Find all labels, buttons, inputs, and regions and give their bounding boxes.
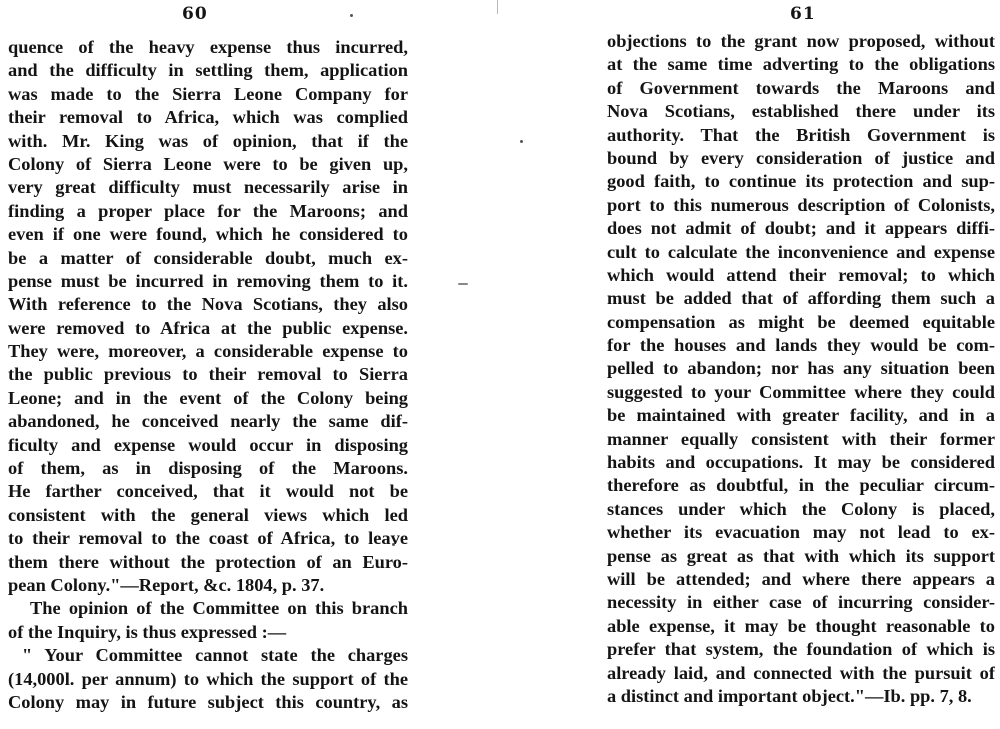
text-line: will be attended; and where there appears a [607,568,995,589]
text-line: consistent with the general views which led [8,504,408,525]
text-line: be a matter of considerable doubt, much ex- [8,247,408,268]
text-line: They were, moreover, a considerable expense to [8,341,408,362]
text-line: were removed to Africa at the public expense. [8,317,408,338]
text-line: stances under which the Colony is placed, [607,498,995,519]
text-line: good faith, to continue its protection and sup- [607,171,995,192]
text-line: abandoned, he conceived nearly the same dif- [8,411,408,432]
text-line: whether its evacuation may not lead to ex- [607,522,995,543]
text-line: With reference to the Nova Scotians, they also [8,294,408,315]
text-line: their removal to Africa, which was complied [8,107,408,128]
left-page-body [8,36,408,714]
text-line: able expense, it may be thought reasonable to [607,615,995,636]
text-line: at the same time adverting to the obligations [607,54,995,75]
text-line: Nova Scotians, established there under its [607,101,995,122]
right-page-body [607,30,995,708]
text-line: already laid, and connected with the pursuit of [607,662,995,683]
text-line: Leone; and in the event of the Colony being [8,387,408,408]
text-line: ficulty and expense would occur in disposing [8,434,408,455]
text-line: was made to the Sierra Leone Company for [8,83,408,104]
text-line: cult to calculate the inconvenience and expense [607,241,995,262]
text-line: be maintained with greater facility, and in a [607,405,995,426]
text-line: therefore as doubtful, in the peculiar circum- [607,475,995,496]
text-line: suggested to your Committee where they could [607,381,995,402]
text-line: prefer that system, the foundation of which is [607,639,995,660]
text-line: which would attend their removal; to which [607,264,995,285]
text-line: of the Inquiry, is thus expressed :— [8,621,287,642]
text-line: The opinion of the Committee on this branch [30,598,408,619]
text-line: even if one were found, which he considered to [8,224,408,245]
text-line: Colony may in future subject this country, as [8,691,408,712]
text-line: and the difficulty in settling them, application [8,60,408,81]
text-line: pense must be incurred in removing them to it. [8,270,408,291]
text-line: Colony of Sierra Leone were to be given up, [8,153,408,174]
right-page [500,0,1000,729]
text-line: " Your Committee cannot state the charges [22,645,408,666]
text-line: compensation as might be deemed equitable [607,311,995,332]
text-line: authority. That the British Government is [607,124,995,145]
text-line: habits and occupations. It may be considered [607,452,995,473]
text-line: them there without the protection of an Euro- [8,551,408,572]
text-line: very great difficulty must necessarily arise in [8,177,408,198]
text-line: necessity in either case of incurring consider- [607,592,995,613]
text-line: must be added that of affording them such a [607,288,995,309]
text-line: pelled to abandon; nor has any situation been [607,358,995,379]
text-line: quence of the heavy expense thus incurred, [8,37,408,57]
text-line: finding a proper place for the Maroons; and [8,200,408,221]
text-line: (14,000l. per annum) to which the support of the [8,668,408,689]
text-line: objections to the grant now proposed, without [607,31,995,51]
text-line: bound by every consideration of justice and [607,147,995,168]
text-line: does not admit of doubt; and it appears diffi- [607,218,995,239]
left-page-number: 60 [182,4,208,24]
text-line: pean Colony."—Report, &c. 1804, p. 37. [8,574,325,595]
text-line: to their removal to the coast of Africa, to leave [8,528,408,549]
text-line: a distinct and important object."—Ib. pp. 7, 8. [607,685,972,706]
text-line: the public previous to their removal to Sierra [8,364,408,385]
text-line: of Government towards the Maroons and [607,77,995,98]
right-page-number: 61 [790,4,816,24]
text-line: of them, as in disposing of the Maroons. [8,458,408,479]
text-line: for the houses and lands they would be com- [607,335,995,356]
text-line: pense as great as that with which its support [607,545,995,566]
text-line: manner equally consistent with their former [607,428,995,449]
text-line: with. Mr. King was of opinion, that if the [8,130,408,151]
text-line: He farther conceived, that it would not be [8,481,408,502]
text-line: port to this numerous description of Colonists, [607,194,995,215]
